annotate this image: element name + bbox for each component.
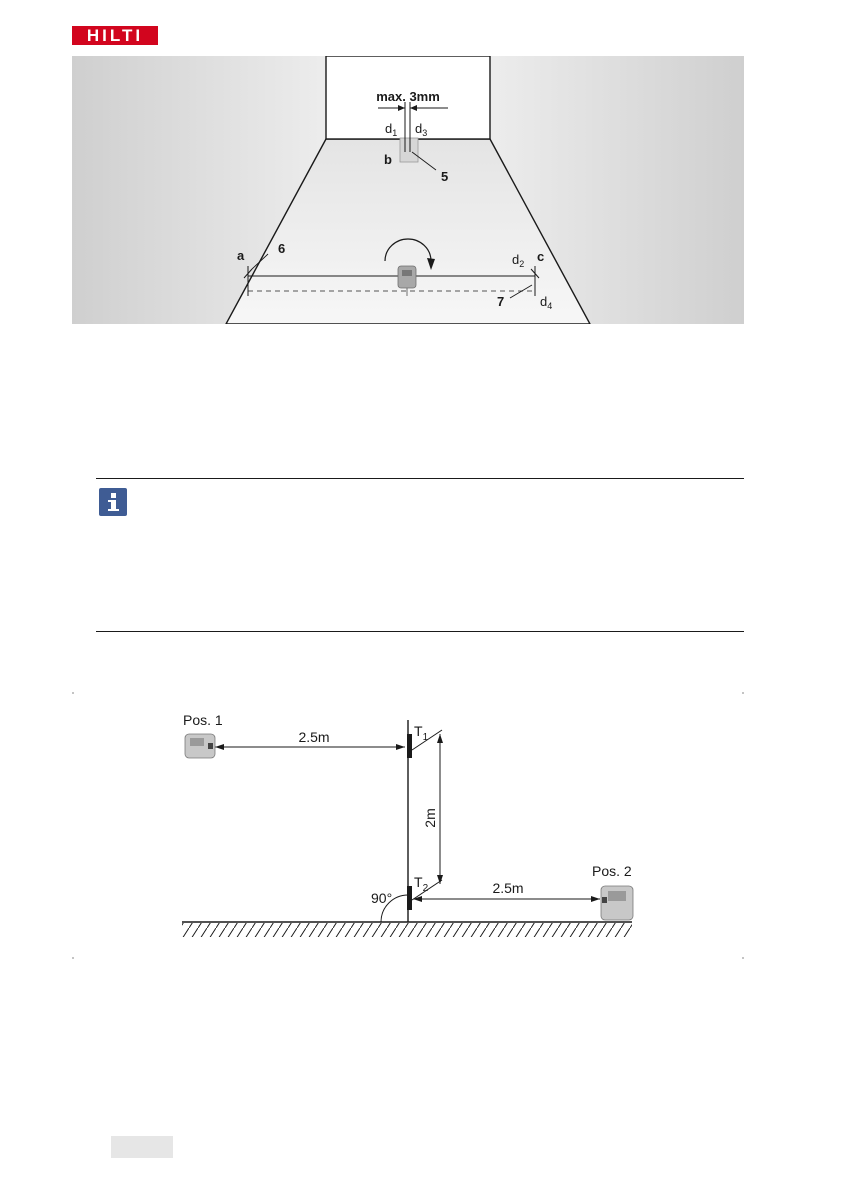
angle-label: 90° <box>371 890 393 906</box>
pos2-label: Pos. 2 <box>592 863 632 879</box>
target-t1 <box>407 734 412 758</box>
pos1-label: Pos. 1 <box>183 712 223 728</box>
page-number-tab <box>111 1136 173 1158</box>
logo-text: HILTI <box>86 26 144 45</box>
laser-device-pos2 <box>601 886 633 920</box>
label-c: c <box>537 249 545 264</box>
t1-label: $T_1$ <box>414 723 429 743</box>
max-3mm-label: max. 3mm <box>376 89 440 104</box>
height-label: 2m <box>422 808 438 828</box>
target-t2 <box>407 886 412 910</box>
ground-hatching <box>182 923 632 937</box>
d1-label: $d_1$ <box>385 121 398 138</box>
t2-label: $T_2$ <box>414 874 429 894</box>
target-plate-b <box>400 138 418 162</box>
distance-top-label: 2.5m <box>298 729 330 745</box>
callout-5: 5 <box>441 169 449 184</box>
label-b: b <box>384 152 392 167</box>
note-rule-bottom <box>96 631 744 632</box>
position-check-figure <box>72 690 744 960</box>
d3-label: $d_3$ <box>415 121 428 138</box>
info-icon <box>99 488 127 516</box>
d4-label: $d_4$ <box>540 294 553 311</box>
hilti-logo <box>72 26 158 45</box>
label-a: a <box>237 248 245 263</box>
note-rule-top <box>96 478 744 479</box>
d2-label: $d_2$ <box>512 252 525 269</box>
corridor-check-figure <box>72 56 744 324</box>
callout-6: 6 <box>278 241 286 256</box>
callout-7: 7 <box>497 294 505 309</box>
distance-bottom-label: 2.5m <box>492 880 524 896</box>
laser-device-pos1 <box>185 734 215 758</box>
